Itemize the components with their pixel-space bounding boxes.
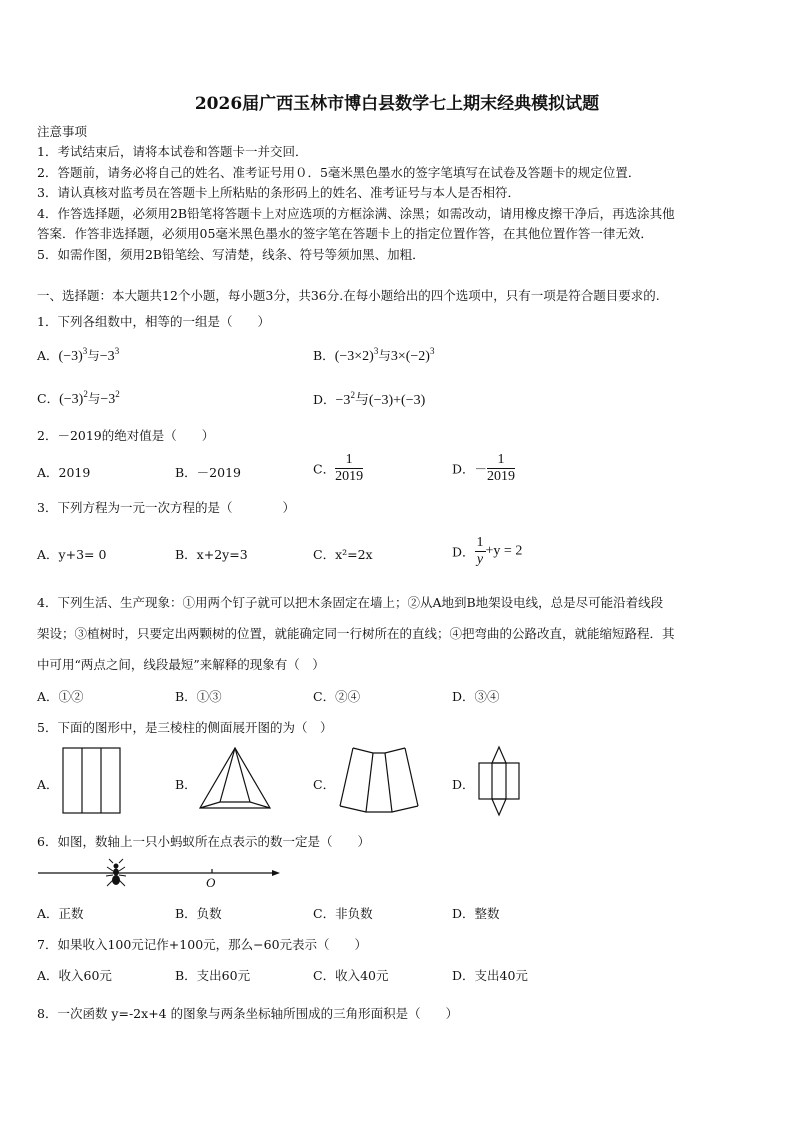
- q5-figure-b: [198, 746, 272, 812]
- fraction: $\frac{1}{2019}$: [335, 452, 364, 484]
- notice-item: 3．请认真核对监考员在答题卡上所粘贴的条形码上的姓名、准考证号与本人是否相符．: [37, 185, 520, 200]
- notice-item: 答案．作答非选择题，必须用05毫米黑色墨水的签字笔在答题卡上的指定位置作答，在其他位置作答一律无效．: [37, 226, 653, 241]
- notice-item: 2．答题前，请务必将自己的姓名、准考证号用０．5毫米黑色墨水的签字笔填写在试卷及答题卡的规定位置．: [37, 165, 641, 180]
- q6-option-a: A．正数: [37, 906, 84, 921]
- question-stem: 7．如果收入100元记作+100元，那么−60元表示（ ）: [37, 937, 368, 952]
- q4-option-d: D．③④: [452, 689, 500, 704]
- page-title: 2026届广西玉林市博白县数学七上期末经典模拟试题: [194, 94, 600, 114]
- q7-option-a: A．收入60元: [37, 968, 112, 983]
- q4-option-c: C．②④: [313, 689, 361, 704]
- q2-option-c: C． $\frac{1}{2019}$: [313, 452, 364, 484]
- q2-option-a: A．2019: [37, 465, 91, 480]
- origin-label: O: [206, 875, 216, 890]
- q6-option-c: C．非负数: [313, 906, 373, 921]
- q2-option-b: B．－2019: [175, 465, 241, 480]
- question-stem: 2．－2019的绝对值是（ ）: [37, 428, 215, 443]
- q4-option-a: A．①②: [37, 689, 84, 704]
- q7-option-d: D．支出40元: [452, 968, 528, 983]
- notice-item: 4．作答选择题，必须用2B铅笔将答题卡上对应选项的方框涂满、涂黑；如需改动，请用橡皮擦干净后，再选涂其他: [37, 206, 675, 221]
- fraction: $\frac{1}{y}$: [476, 535, 484, 567]
- q7-option-b: B．支出60元: [175, 968, 251, 983]
- notice-heading: 注意事项: [37, 124, 88, 139]
- q6-option-b: B．负数: [175, 906, 222, 921]
- question-stem: 6．如图，数轴上一只小蚂蚁所在点表示的数一定是（ ）: [37, 834, 370, 849]
- q6-option-d: D．整数: [452, 906, 500, 921]
- q5-option-b: B．: [175, 777, 197, 792]
- q5-option-d: D．: [452, 777, 475, 792]
- question-stem: 5．下面的图形中，是三棱柱的侧面展开图的为（ ）: [37, 720, 333, 735]
- q7-option-c: C．收入40元: [313, 968, 389, 983]
- fraction: $\frac{1}{2019}$: [487, 452, 516, 484]
- q5-figure-d: [474, 745, 524, 817]
- q5-figure-c: [338, 746, 420, 814]
- q5-option-c: C．: [313, 777, 336, 792]
- q3-option-a: A．y+3= 0: [37, 547, 107, 562]
- q5-option-a: A．: [37, 777, 59, 792]
- q2-option-d: D．－ $\frac{1}{2019}$: [452, 452, 516, 484]
- section-heading: 一、选择题：本大题共12个小题，每小题3分，共36分.在每小题给出的四个选项中，只有一项是符合题目要求的.: [37, 288, 660, 303]
- notice-item: 1．考试结束后，请将本试卷和答题卡一并交回．: [37, 144, 308, 159]
- q3-option-b: B．x+2y=3: [175, 547, 248, 562]
- question-stem: 4．下列生活、生产现象：①用两个钉子就可以把木条固定在墙上；②从A地到B地架设电线，总是尽可能沿着线段: [37, 595, 664, 610]
- question-stem: 3．下列方程为一元一次方程的是（ ）: [37, 500, 295, 515]
- q1-option-c: C．$(-3)^2$与$-3^2$: [37, 389, 120, 407]
- question-stem: 中可用“两点之间，线段最短”来解释的现象有（ ）: [37, 657, 325, 672]
- number-line: [36, 858, 282, 890]
- q4-option-b: B．①③: [175, 689, 222, 704]
- q1-option-a: A．$(-3)^3$与$-3^3$: [37, 346, 120, 364]
- q1-option-b: B．$(-3\times 2)^3$与$3\times(-2)^3$: [313, 346, 435, 364]
- question-stem: 架设；③植树时，只要定出两颗树的位置，就能确定同一行树所在的直线；④把弯曲的公路改直，就能缩短路程．其: [37, 626, 675, 641]
- question-stem: 8．一次函数 y=-2x+4 的图象与两条坐标轴所围成的三角形面积是（ ）: [37, 1006, 459, 1021]
- q5-figure-a: [62, 747, 122, 815]
- q3-option-c: C．x²=2x: [313, 547, 373, 562]
- question-stem: 1．下列各组数中，相等的一组是（ ）: [37, 314, 270, 329]
- notice-item: 5．如需作图，须用2B铅笔绘、写清楚，线条、符号等须加黑、加粗．: [37, 247, 425, 262]
- q3-option-d: D． $\frac{1}{y}$ +y = 2: [452, 535, 523, 567]
- q1-option-d: D．$-3^2$与(−3)+(−3): [313, 390, 426, 408]
